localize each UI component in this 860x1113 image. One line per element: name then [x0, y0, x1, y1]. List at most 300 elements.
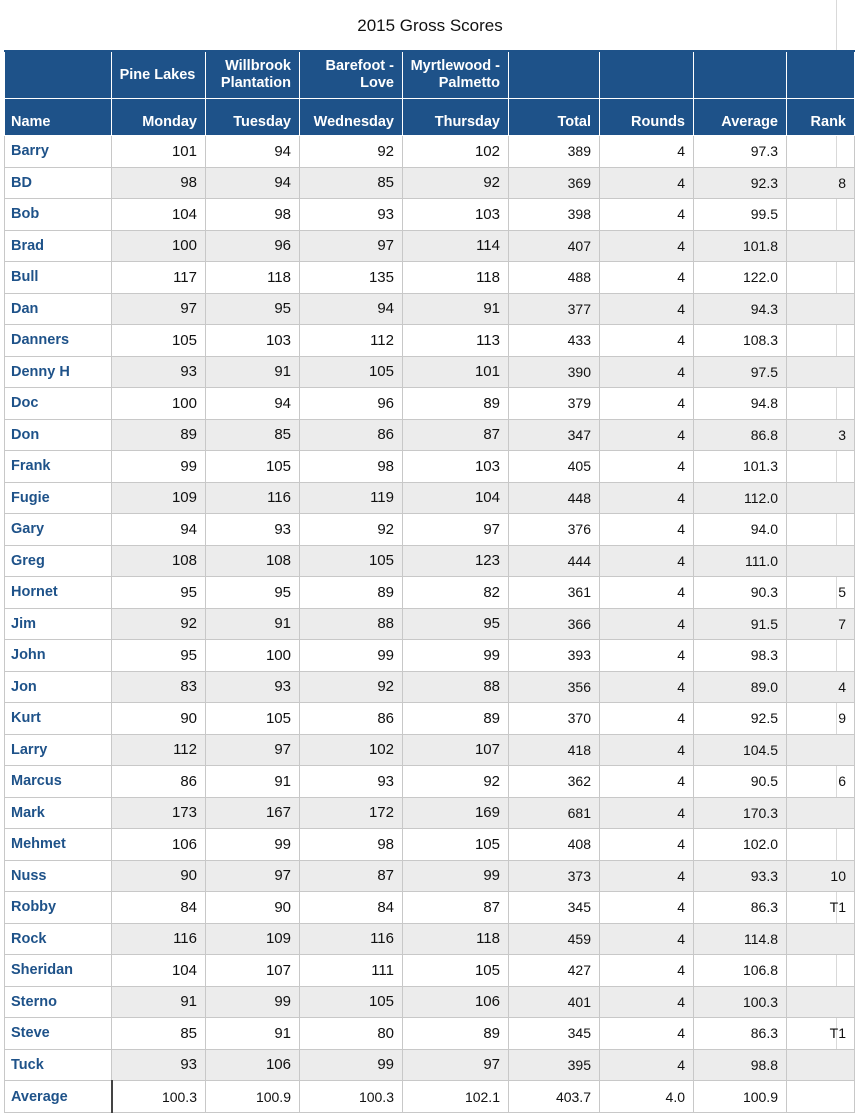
monday-column-header: Monday	[112, 99, 206, 136]
player-name-cell: Greg	[5, 545, 112, 577]
average-cell: 98.3	[694, 640, 787, 672]
player-name-cell: Sheridan	[5, 955, 112, 987]
table-row	[5, 671, 855, 703]
table-row	[5, 1049, 855, 1081]
rank-cell	[787, 545, 855, 577]
wednesday-score-cell: 94	[300, 293, 403, 325]
average-cell: 97.5	[694, 356, 787, 388]
player-name-cell: John	[5, 640, 112, 672]
rank-cell	[787, 388, 855, 420]
total-cell: 373	[509, 860, 600, 892]
table-row	[5, 514, 855, 546]
average-cell: 90.5	[694, 766, 787, 798]
average-cell: 94.0	[694, 514, 787, 546]
total-cell: 408	[509, 829, 600, 861]
rank-cell: 7	[787, 608, 855, 640]
table-row	[5, 262, 855, 294]
total-cell: 366	[509, 608, 600, 640]
wednesday-score-cell: 111	[300, 955, 403, 987]
monday-score-cell: 98	[112, 167, 206, 199]
rank-cell: 8	[787, 167, 855, 199]
rank-cell: T1	[787, 892, 855, 924]
rounds-cell: 4	[600, 388, 694, 420]
total-cell: 345	[509, 1018, 600, 1050]
monday-score-cell: 109	[112, 482, 206, 514]
total-cell: 390	[509, 356, 600, 388]
tuesday-score-cell: 95	[206, 293, 300, 325]
thursday-score-cell: 92	[403, 167, 509, 199]
wednesday-score-cell: 80	[300, 1018, 403, 1050]
table-row	[5, 167, 855, 199]
venue-header-cell	[112, 51, 206, 99]
total-cell: 398	[509, 199, 600, 231]
rank-cell: 5	[787, 577, 855, 609]
monday-score-cell: 90	[112, 703, 206, 735]
rounds-cell: 4	[600, 955, 694, 987]
player-name-cell: Dan	[5, 293, 112, 325]
gross-scores-table	[4, 50, 855, 1113]
tuesday-score-cell: 167	[206, 797, 300, 829]
tuesday-score-cell: 99	[206, 986, 300, 1018]
rounds-cell: 4	[600, 829, 694, 861]
wednesday-score-cell: 86	[300, 703, 403, 735]
player-name-cell: Kurt	[5, 703, 112, 735]
tuesday-score-cell: 98	[206, 199, 300, 231]
venue-header-blank	[600, 51, 694, 99]
thursday-score-cell: 87	[403, 419, 509, 451]
average-cell: 170.3	[694, 797, 787, 829]
total-cell: 362	[509, 766, 600, 798]
rank-cell	[787, 293, 855, 325]
wednesday-score-cell: 98	[300, 451, 403, 483]
venue-line: Love	[360, 75, 394, 91]
average-cell: 102.0	[694, 829, 787, 861]
rounds-cell: 4	[600, 325, 694, 357]
average-cell: 99.5	[694, 199, 787, 231]
tuesday-score-cell: 93	[206, 671, 300, 703]
venue-header-blank	[787, 51, 855, 99]
average-cell: 89.0	[694, 671, 787, 703]
venue-header-cell	[206, 51, 300, 99]
player-name-cell: Gary	[5, 514, 112, 546]
rounds-cell: 4	[600, 986, 694, 1018]
thursday-score-cell: 113	[403, 325, 509, 357]
total-cell: 459	[509, 923, 600, 955]
player-name-cell: Denny H	[5, 356, 112, 388]
rounds-column-header: Rounds	[600, 99, 694, 136]
rank-cell	[787, 262, 855, 294]
player-name-cell: Frank	[5, 451, 112, 483]
venue-header-row	[5, 51, 855, 99]
thursday-score-cell: 103	[403, 199, 509, 231]
thursday-score-cell: 91	[403, 293, 509, 325]
wednesday-score-cell: 84	[300, 892, 403, 924]
player-name-cell: Steve	[5, 1018, 112, 1050]
venue-header-cell	[300, 51, 403, 99]
monday-score-cell: 104	[112, 955, 206, 987]
thursday-score-cell: 99	[403, 640, 509, 672]
tuesday-score-cell: 99	[206, 829, 300, 861]
wednesday-score-cell: 92	[300, 136, 403, 168]
rounds-cell: 4	[600, 167, 694, 199]
tuesday-score-cell: 91	[206, 608, 300, 640]
rounds-cell: 4	[600, 860, 694, 892]
thursday-score-cell: 97	[403, 514, 509, 546]
tuesday-score-cell: 116	[206, 482, 300, 514]
wednesday-column-header: Wednesday	[300, 99, 403, 136]
monday-score-cell: 86	[112, 766, 206, 798]
wednesday-score-cell: 105	[300, 986, 403, 1018]
tuesday-score-cell: 90	[206, 892, 300, 924]
monday-score-cell: 105	[112, 325, 206, 357]
table-row	[5, 608, 855, 640]
table-row	[5, 703, 855, 735]
tuesday-score-cell: 106	[206, 1049, 300, 1081]
thursday-score-cell: 87	[403, 892, 509, 924]
monday-score-cell: 83	[112, 671, 206, 703]
monday-score-cell: 91	[112, 986, 206, 1018]
thursday-score-cell: 89	[403, 1018, 509, 1050]
table-row	[5, 482, 855, 514]
player-name-cell: Tuck	[5, 1049, 112, 1081]
tuesday-score-cell: 107	[206, 955, 300, 987]
venue-header-blank	[5, 51, 112, 99]
wednesday-score-cell: 99	[300, 640, 403, 672]
player-name-cell: Mark	[5, 797, 112, 829]
player-name-cell: Jon	[5, 671, 112, 703]
venue-line: Plantation	[220, 75, 291, 91]
thursday-score-cell: 103	[403, 451, 509, 483]
wednesday-score-cell: 85	[300, 167, 403, 199]
tuesday-score-cell: 105	[206, 703, 300, 735]
rounds-cell: 4	[600, 545, 694, 577]
rank-cell	[787, 923, 855, 955]
thursday-score-cell: 92	[403, 766, 509, 798]
table-row	[5, 766, 855, 798]
thursday-score-cell: 118	[403, 262, 509, 294]
wednesday-score-cell: 89	[300, 577, 403, 609]
table-row	[5, 293, 855, 325]
monday-score-cell: 116	[112, 923, 206, 955]
monday-score-cell: 94	[112, 514, 206, 546]
total-cell: 448	[509, 482, 600, 514]
monday-score-cell: 84	[112, 892, 206, 924]
wednesday-score-cell: 105	[300, 356, 403, 388]
average-cell: 100.9	[694, 1081, 787, 1113]
tuesday-score-cell: 97	[206, 860, 300, 892]
thursday-score-cell: 123	[403, 545, 509, 577]
monday-score-cell: 85	[112, 1018, 206, 1050]
total-cell: 444	[509, 545, 600, 577]
wednesday-score-cell: 135	[300, 262, 403, 294]
player-name-cell: Bull	[5, 262, 112, 294]
table-row	[5, 955, 855, 987]
rounds-cell: 4	[600, 766, 694, 798]
monday-score-cell: 173	[112, 797, 206, 829]
total-cell: 401	[509, 986, 600, 1018]
rank-cell	[787, 199, 855, 231]
tuesday-score-cell: 85	[206, 419, 300, 451]
thursday-score-cell: 118	[403, 923, 509, 955]
total-cell: 681	[509, 797, 600, 829]
table-row	[5, 892, 855, 924]
player-name-cell: Barry	[5, 136, 112, 168]
player-name-cell: Fugie	[5, 482, 112, 514]
average-cell: 97.3	[694, 136, 787, 168]
tuesday-score-cell: 91	[206, 1018, 300, 1050]
thursday-score-cell: 97	[403, 1049, 509, 1081]
monday-score-cell: 108	[112, 545, 206, 577]
total-cell: 393	[509, 640, 600, 672]
wednesday-score-cell: 93	[300, 199, 403, 231]
venue-line: Palmetto	[438, 75, 500, 91]
tuesday-score-cell: 118	[206, 262, 300, 294]
rank-cell	[787, 797, 855, 829]
average-cell: 101.8	[694, 230, 787, 262]
tuesday-score-cell: 100.9	[206, 1081, 300, 1113]
player-name-cell: Brad	[5, 230, 112, 262]
wednesday-score-cell: 86	[300, 419, 403, 451]
table-row	[5, 829, 855, 861]
monday-score-cell: 112	[112, 734, 206, 766]
wednesday-score-cell: 87	[300, 860, 403, 892]
player-name-cell: Jim	[5, 608, 112, 640]
total-cell: 370	[509, 703, 600, 735]
thursday-score-cell: 102	[403, 136, 509, 168]
tuesday-score-cell: 103	[206, 325, 300, 357]
tuesday-score-cell: 109	[206, 923, 300, 955]
column-header-row	[5, 99, 855, 136]
tuesday-score-cell: 96	[206, 230, 300, 262]
tuesday-score-cell: 108	[206, 545, 300, 577]
venue-header-cell	[403, 51, 509, 99]
rounds-cell: 4	[600, 640, 694, 672]
rounds-cell: 4	[600, 608, 694, 640]
table-row	[5, 577, 855, 609]
wednesday-score-cell: 172	[300, 797, 403, 829]
total-cell: 376	[509, 514, 600, 546]
rank-cell: T1	[787, 1018, 855, 1050]
wednesday-score-cell: 100.3	[300, 1081, 403, 1113]
wednesday-score-cell: 105	[300, 545, 403, 577]
player-name-cell: Doc	[5, 388, 112, 420]
wednesday-score-cell: 93	[300, 766, 403, 798]
total-cell: 389	[509, 136, 600, 168]
rank-column-header: Rank	[787, 99, 855, 136]
rank-cell	[787, 986, 855, 1018]
rounds-cell: 4	[600, 356, 694, 388]
monday-score-cell: 104	[112, 199, 206, 231]
monday-score-cell: 95	[112, 577, 206, 609]
total-cell: 345	[509, 892, 600, 924]
rank-cell	[787, 514, 855, 546]
rank-cell: 4	[787, 671, 855, 703]
rank-cell	[787, 136, 855, 168]
monday-score-cell: 89	[112, 419, 206, 451]
sheet-title: 2015 Gross Scores	[357, 16, 503, 35]
total-cell: 433	[509, 325, 600, 357]
tuesday-score-cell: 93	[206, 514, 300, 546]
table-row	[5, 923, 855, 955]
table-row	[5, 797, 855, 829]
average-cell: 100.3	[694, 986, 787, 1018]
score-rows	[5, 136, 855, 1113]
venue-line: Myrtlewood -	[410, 58, 500, 74]
rounds-cell: 4	[600, 262, 694, 294]
rounds-cell: 4	[600, 451, 694, 483]
average-row	[5, 1081, 855, 1113]
rank-cell	[787, 1049, 855, 1081]
table-row	[5, 734, 855, 766]
average-cell: 92.5	[694, 703, 787, 735]
total-cell: 403.7	[509, 1081, 600, 1113]
player-name-cell: BD	[5, 167, 112, 199]
thursday-column-header: Thursday	[403, 99, 509, 136]
rounds-cell: 4	[600, 1018, 694, 1050]
rounds-cell: 4	[600, 577, 694, 609]
total-cell: 356	[509, 671, 600, 703]
table-row	[5, 419, 855, 451]
player-name-cell: Robby	[5, 892, 112, 924]
tuesday-score-cell: 94	[206, 136, 300, 168]
wednesday-score-cell: 92	[300, 671, 403, 703]
player-name-cell: Danners	[5, 325, 112, 357]
average-cell: 93.3	[694, 860, 787, 892]
monday-score-cell: 99	[112, 451, 206, 483]
thursday-score-cell: 95	[403, 608, 509, 640]
wednesday-score-cell: 116	[300, 923, 403, 955]
tuesday-score-cell: 91	[206, 356, 300, 388]
name-column-header: Name	[5, 99, 112, 136]
thursday-score-cell: 88	[403, 671, 509, 703]
tuesday-score-cell: 97	[206, 734, 300, 766]
rank-cell: 9	[787, 703, 855, 735]
thursday-score-cell: 106	[403, 986, 509, 1018]
rank-cell	[787, 640, 855, 672]
thursday-score-cell: 107	[403, 734, 509, 766]
monday-score-cell: 100	[112, 230, 206, 262]
player-name-cell: Mehmet	[5, 829, 112, 861]
wednesday-score-cell: 102	[300, 734, 403, 766]
rank-cell	[787, 955, 855, 987]
average-cell: 94.8	[694, 388, 787, 420]
table-row	[5, 230, 855, 262]
monday-score-cell: 93	[112, 356, 206, 388]
monday-score-cell: 101	[112, 136, 206, 168]
table-row	[5, 325, 855, 357]
total-cell: 488	[509, 262, 600, 294]
average-cell: 90.3	[694, 577, 787, 609]
player-name-cell: Hornet	[5, 577, 112, 609]
rounds-cell: 4	[600, 230, 694, 262]
average-cell: 94.3	[694, 293, 787, 325]
rank-cell	[787, 1081, 855, 1113]
total-cell: 427	[509, 955, 600, 987]
tuesday-score-cell: 91	[206, 766, 300, 798]
thursday-score-cell: 82	[403, 577, 509, 609]
total-cell: 361	[509, 577, 600, 609]
tuesday-column-header: Tuesday	[206, 99, 300, 136]
wednesday-score-cell: 99	[300, 1049, 403, 1081]
table-row	[5, 640, 855, 672]
tuesday-score-cell: 94	[206, 388, 300, 420]
average-cell: 108.3	[694, 325, 787, 357]
rank-cell	[787, 829, 855, 861]
table-row	[5, 545, 855, 577]
tuesday-score-cell: 105	[206, 451, 300, 483]
rounds-cell: 4	[600, 734, 694, 766]
rounds-cell: 4	[600, 671, 694, 703]
thursday-score-cell: 89	[403, 703, 509, 735]
average-cell: 101.3	[694, 451, 787, 483]
rank-cell: 6	[787, 766, 855, 798]
average-cell: 98.8	[694, 1049, 787, 1081]
player-name-cell: Larry	[5, 734, 112, 766]
table-row	[5, 860, 855, 892]
tuesday-score-cell: 94	[206, 167, 300, 199]
player-name-cell: Marcus	[5, 766, 112, 798]
wednesday-score-cell: 112	[300, 325, 403, 357]
rounds-cell: 4	[600, 293, 694, 325]
venue-line: Willbrook	[225, 58, 291, 74]
rounds-cell: 4	[600, 514, 694, 546]
table-row	[5, 451, 855, 483]
rounds-cell: 4	[600, 1049, 694, 1081]
average-cell: 91.5	[694, 608, 787, 640]
rank-cell	[787, 734, 855, 766]
wednesday-score-cell: 92	[300, 514, 403, 546]
average-cell: 86.3	[694, 1018, 787, 1050]
thursday-score-cell: 102.1	[403, 1081, 509, 1113]
wednesday-score-cell: 98	[300, 829, 403, 861]
total-cell: 395	[509, 1049, 600, 1081]
average-cell: 111.0	[694, 545, 787, 577]
rank-cell: 3	[787, 419, 855, 451]
wednesday-score-cell: 97	[300, 230, 403, 262]
player-name-cell: Bob	[5, 199, 112, 231]
total-column-header: Total	[509, 99, 600, 136]
thursday-score-cell: 114	[403, 230, 509, 262]
rounds-cell: 4	[600, 136, 694, 168]
average-cell: 86.3	[694, 892, 787, 924]
player-name-cell: Rock	[5, 923, 112, 955]
rank-cell	[787, 356, 855, 388]
rounds-cell: 4	[600, 797, 694, 829]
wednesday-score-cell: 88	[300, 608, 403, 640]
table-row	[5, 136, 855, 168]
total-cell: 418	[509, 734, 600, 766]
average-cell: 104.5	[694, 734, 787, 766]
total-cell: 347	[509, 419, 600, 451]
table-row	[5, 356, 855, 388]
total-cell: 379	[509, 388, 600, 420]
player-name-cell: Sterno	[5, 986, 112, 1018]
thursday-score-cell: 104	[403, 482, 509, 514]
thursday-score-cell: 101	[403, 356, 509, 388]
rounds-cell: 4.0	[600, 1081, 694, 1113]
total-cell: 377	[509, 293, 600, 325]
player-name-cell: Don	[5, 419, 112, 451]
total-cell: 405	[509, 451, 600, 483]
thursday-score-cell: 99	[403, 860, 509, 892]
table-row	[5, 1018, 855, 1050]
average-cell: 112.0	[694, 482, 787, 514]
venue-header-blank	[509, 51, 600, 99]
monday-score-cell: 97	[112, 293, 206, 325]
rounds-cell: 4	[600, 923, 694, 955]
venue-header-blank	[694, 51, 787, 99]
venue-line: Barefoot -	[325, 58, 394, 74]
